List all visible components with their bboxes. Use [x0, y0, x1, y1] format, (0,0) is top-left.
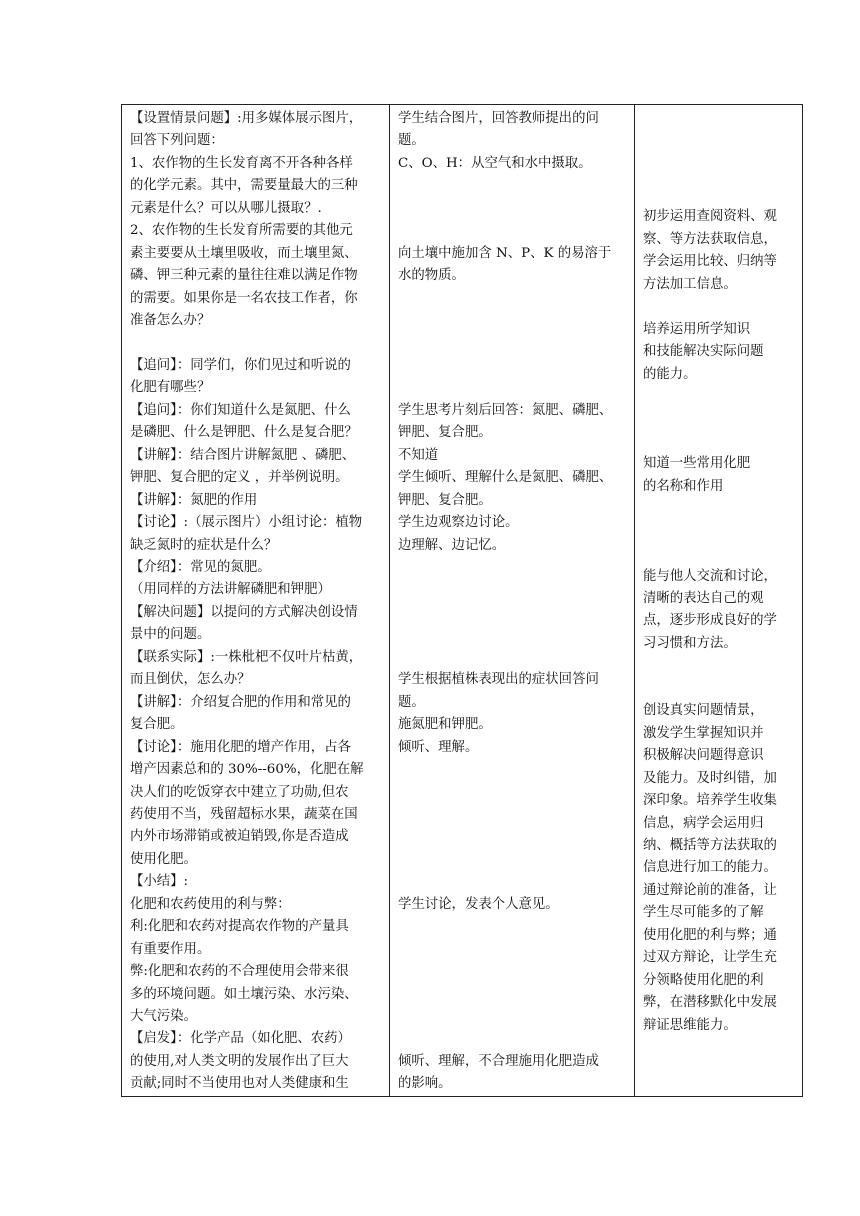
- intent-text-line: 创设真实问题情景，: [643, 703, 764, 719]
- teacher-text-line: 增产因素总和的 30%--60%，化肥在解: [130, 762, 364, 778]
- teacher-text-line: 【讲解】：氮肥的作用: [130, 492, 258, 508]
- intent-text-line: 学生尽可能多的了解: [643, 905, 764, 921]
- student-text-line: 学生根据植株表现出的症状回答问: [398, 672, 599, 688]
- intent-text-line: 辩证思维能力。: [643, 1017, 737, 1033]
- intent-text-line: 信息，病学会运用归: [643, 815, 764, 831]
- student-text-line: 学生边观察边讨论。: [398, 515, 519, 531]
- student-text-line: 倾听、理解。: [398, 739, 479, 755]
- intent-text-line: 的名称和作用: [643, 478, 724, 494]
- intent-text-line: 信息进行加工的能力。: [643, 860, 777, 876]
- teacher-text-line: 复合肥。: [130, 717, 184, 733]
- intent-text-line: 纳、概括等方法获取的: [643, 837, 777, 853]
- teacher-text-line: 【讲解】：介绍复合肥的作用和常见的: [130, 694, 351, 710]
- teacher-text-line: 【设置情景问题】:用多媒体展示图片，: [130, 111, 363, 126]
- intent-text-line: 和技能解决实际问题: [643, 344, 764, 360]
- teacher-text-line: 缺乏氮时的症状是什么？: [130, 537, 278, 553]
- teacher-activity-column: [122, 105, 390, 1096]
- intent-text-line: 能与他人交流和讨论，: [643, 568, 777, 584]
- intent-text-line: 及能力。及时纠错，加: [643, 770, 777, 786]
- student-text-line: 施氮肥和钾肥。: [398, 717, 492, 733]
- student-text-line: 倾听、理解，不合理施用化肥造成: [398, 1053, 599, 1069]
- teacher-text-line: 内外市场滞销或被迫销毁,你是否造成: [130, 829, 349, 845]
- intent-text-line: 深印象。培养学生收集: [643, 793, 777, 809]
- intent-text-line: 学会运用比较、归纳等: [643, 254, 777, 270]
- teacher-text-line: 元素是什么？可以从哪儿摄取？.: [130, 200, 322, 216]
- teacher-text-line: 化肥有哪些？: [130, 380, 211, 396]
- teacher-text-line: 的需要。如果你是一名农技工作者，你: [130, 290, 358, 306]
- student-text-line: 钾肥、复合肥。: [398, 492, 492, 508]
- intent-text-line: 分领略使用化肥的利: [643, 972, 764, 988]
- student-text-line: C、O、H：从空气和水中摄取。: [398, 155, 592, 171]
- intent-text-line: 弊，在潜移默化中发展: [643, 995, 777, 1011]
- student-text-line: 水的物质。: [398, 268, 465, 284]
- teacher-text-line: 是磷肥、什么是钾肥、什么是复合肥？: [130, 425, 358, 441]
- teacher-text-line: 有重要作用。: [130, 941, 211, 957]
- teacher-text-line: 【联系实际】:一株枇杷不仅叶片枯黄，: [130, 649, 363, 665]
- teacher-text-line: 的化学元素。其中，需要量最大的三种: [130, 178, 358, 194]
- teacher-text-line: 1、农作物的生长发育离不开各种各样: [130, 155, 353, 171]
- teacher-text-line: 【讨论】:（展示图片）小组讨论：植物: [130, 515, 363, 531]
- teacher-text-line: 决人们的吃饭穿衣中建立了功勋,但农: [130, 784, 349, 800]
- teacher-text-line: 的使用,对人类文明的发展作出了巨大: [130, 1053, 349, 1069]
- student-text-line: 题。: [398, 694, 425, 710]
- intent-text-line: 清晰的表达自己的观: [643, 591, 764, 606]
- student-text-line: 学生思考片刻后回答：氮肥、磷肥、: [398, 402, 613, 418]
- teacher-text-line: 大气污染。: [130, 1009, 197, 1024]
- student-activity-column: [390, 105, 635, 1096]
- intent-text-line: 培养运用所学知识: [643, 321, 751, 337]
- teacher-text-line: 【追问】：同学们，你们见过和听说的: [130, 357, 351, 373]
- student-text-line: 边理解、边记忆。: [398, 537, 506, 553]
- teacher-text-line: 使用化肥。: [130, 851, 197, 867]
- teacher-text-line: 【追问】：你们知道什么是氮肥、什么: [130, 402, 351, 418]
- intent-text-line: 初步运用查阅资料、观: [643, 209, 777, 225]
- intent-text-line: 方法加工信息。: [643, 276, 737, 292]
- teacher-text-line: 钾肥、复合肥的定义 ，并举例说明。: [130, 470, 349, 486]
- teacher-text-line: 【讨论】：施用化肥的增产作用，占各: [130, 739, 351, 755]
- teacher-text-line: 【讲解】：结合图片讲解氮肥 、磷肥、: [130, 447, 356, 463]
- intent-text-line: 使用化肥的利与弊；通: [643, 927, 777, 943]
- teacher-text-line: 准备怎么办？: [130, 313, 211, 329]
- intent-text-line: 激发学生掌握知识并: [643, 725, 764, 741]
- student-text-line: 的影响。: [398, 1076, 452, 1092]
- intent-text-line: 察、等方法获取信息，: [643, 231, 777, 247]
- teacher-text-line: 【启发】：化学产品（如化肥、农药）: [130, 1031, 351, 1047]
- intent-text-line: 积极解决问题得意识: [643, 748, 764, 764]
- teacher-text-line: 多的环境问题。如土壤污染、水污染、: [130, 986, 358, 1002]
- intent-text-line: 的能力。: [643, 366, 697, 382]
- intent-text-line: 知道一些常用化肥: [643, 456, 751, 472]
- intent-text-line: 点，逐步形成良好的学: [643, 613, 777, 629]
- teacher-text-line: 药使用不当，残留超标水果，蔬菜在国: [130, 806, 358, 822]
- teacher-text-line: 【小结】:: [130, 874, 189, 890]
- student-text-line: 题。: [398, 133, 425, 149]
- student-text-line: 向土壤中施加含 N、P、K 的易溶于: [398, 245, 612, 261]
- teacher-text-line: 磷、钾三种元素的量往往难以满足作物: [130, 268, 358, 284]
- teacher-text-line: 景中的问题。: [130, 627, 211, 643]
- teacher-text-line: 贡献;同时不当使用也对人类健康和生: [130, 1076, 349, 1092]
- teacher-text-line: 利:化肥和农药对提高农作物的产量具: [130, 919, 349, 935]
- teacher-text-line: 【解决问题】以提问的方式解决创设情: [130, 604, 358, 620]
- student-text-line: 不知道: [398, 447, 439, 463]
- teacher-text-line: （用同样的方法讲解磷肥和钾肥）: [130, 582, 331, 598]
- teacher-text-line: 回答下列问题：: [130, 133, 224, 149]
- teacher-text-line: 素主要要从土壤里吸收，而土壤里氮、: [130, 245, 358, 261]
- design-intent-column: [635, 105, 802, 1096]
- intent-text-line: 过双方辩论，让学生充: [643, 950, 777, 966]
- teacher-text-line: 【介绍】：常见的氮肥。: [130, 560, 271, 575]
- student-text-line: 学生讨论，发表个人意见。: [398, 896, 559, 912]
- student-text-line: 钾肥、复合肥。: [398, 425, 492, 441]
- student-text-line: 学生倾听、理解什么是氮肥、磷肥、: [398, 470, 613, 486]
- lesson-plan-table: [121, 104, 803, 1097]
- intent-text-line: 通过辩论前的准备，让: [643, 882, 777, 898]
- intent-text-line: 习习惯和方法。: [643, 635, 737, 651]
- student-text-line: 学生结合图片，回答教师提出的问: [398, 111, 599, 126]
- teacher-text-line: 弊:化肥和农药的不合理使用会带来很: [130, 964, 349, 980]
- teacher-text-line: 2、农作物的生长发育所需要的其他元: [130, 223, 353, 239]
- teacher-text-line: 化肥和农药使用的利与弊：: [130, 896, 291, 912]
- teacher-text-line: 而且倒伏，怎么办？: [130, 672, 251, 688]
